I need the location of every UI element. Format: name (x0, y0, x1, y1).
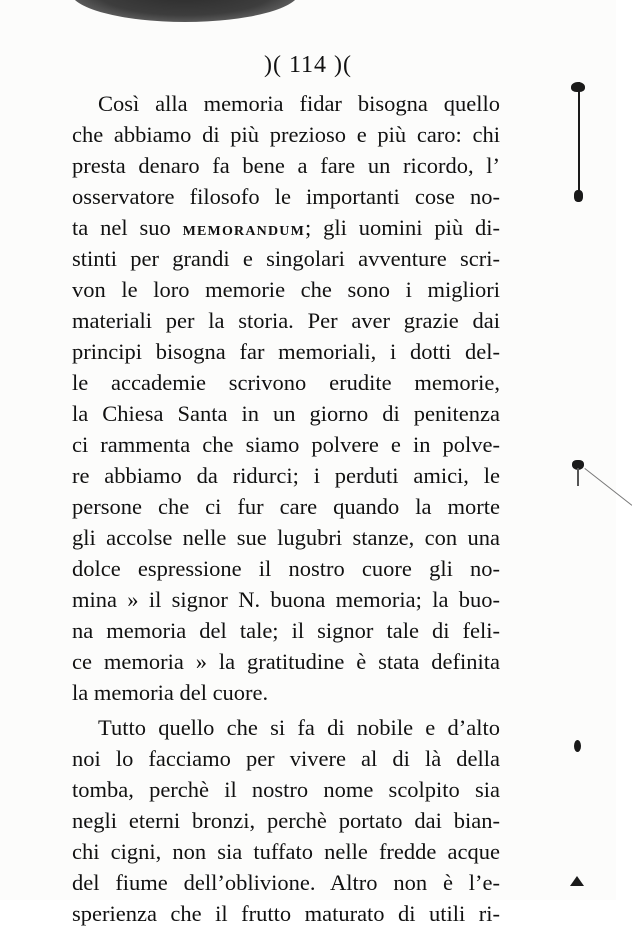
text-line: von le loro memorie che sono i migliori (72, 277, 500, 302)
text-line: Così alla memoria fidar bisogna quello (98, 91, 500, 116)
text-line: Tutto quello che si fa di nobile e d’alto (98, 715, 500, 740)
page-number: )( 114 )( (263, 52, 353, 78)
margin-mark (574, 740, 581, 752)
text-line: sperienza che il frutto maturato di utili ri- (72, 901, 500, 926)
text-line: principi bisogna far memoriali, i dotti del- (72, 339, 500, 364)
text-line: la memoria del cuore. (72, 680, 269, 705)
margin-mark (578, 82, 580, 194)
text-line: le accademie scrivono erudite memorie, (72, 370, 500, 395)
text-line: ci rammenta che siamo polvere e in polve- (72, 432, 500, 457)
text-line: dolce espressione il nostro cuore gli no- (72, 556, 500, 581)
text-line: la Chiesa Santa in un giorno di penitenza (72, 401, 500, 426)
binding-shadow (70, 0, 300, 22)
body-text (72, 88, 500, 929)
margin-mark (574, 190, 583, 202)
margin-mark (577, 468, 579, 486)
text-line: che abbiamo di più prezioso e più caro: chi (72, 122, 500, 147)
text-fragment: ; gli uomini più di- (305, 215, 500, 240)
text-line-with-smallcaps (72, 212, 500, 243)
text-line: mina » il signor N. buona memoria; la buo- (72, 587, 500, 612)
margin-mark (570, 876, 584, 886)
text-line: osservatore filosofo le importanti cose no- (72, 184, 500, 209)
text-line: tomba, perchè il nostro nome scolpito sia (72, 777, 500, 802)
text-line: chi cigni, non sia tuffato nelle fredde acque (72, 839, 500, 864)
text-line: presta denaro fa bene a fare un ricordo, l’ (72, 153, 500, 178)
text-line: gli accolse nelle sue lugubri stanze, con una (72, 525, 500, 550)
smallcaps-word: MEMORANDUM (182, 224, 306, 239)
text-line: materiali per la storia. Per aver grazie dai (72, 308, 500, 333)
text-line: noi lo facciamo per vivere al di là della (72, 746, 500, 771)
text-line: persone che ci fur care quando la morte (72, 494, 500, 519)
text-line: na memoria del tale; il signor tale di feli- (72, 618, 500, 643)
margin-mark (571, 82, 585, 92)
margin-mark (584, 468, 632, 506)
text-line: negli eterni bronzi, perchè portato dai bian- (72, 808, 500, 833)
text-line: ce memoria » la gratitudine è stata definita (72, 649, 500, 674)
text-line: re abbiamo da ridurci; i perduti amici, le (72, 463, 500, 488)
text-line: stinti per grandi e singolari avventure scri- (72, 246, 500, 271)
text-fragment: ta nel suo (72, 215, 171, 240)
text-line: del fiume dell’oblivione. Altro non è l’e- (72, 870, 500, 895)
